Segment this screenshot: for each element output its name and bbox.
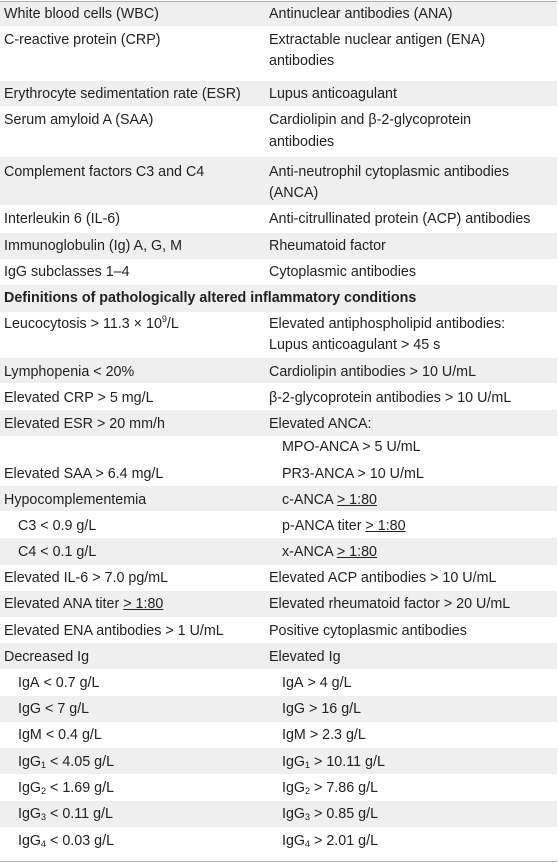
ig-elevated-value: IgM > 2.3 g/L bbox=[282, 727, 366, 743]
ig-decreased-value: IgG$_4$ < 0.03 g/L bbox=[18, 833, 115, 849]
definition-c-anca: c-ANCA > 1:80 bbox=[282, 492, 377, 508]
ig-decreased-value: IgG$_1$ < 4.05 g/L bbox=[18, 754, 115, 770]
test-name: Rheumatoid factor bbox=[269, 238, 386, 254]
test-name: C-reactive protein (CRP) bbox=[4, 32, 161, 48]
ig-decreased-value: IgG < 7 g/L bbox=[18, 701, 90, 717]
definition-cytoplasmic: Positive cytoplasmic antibodies bbox=[269, 623, 467, 639]
definition-lymphopenia: Lymphopenia < 20% bbox=[4, 364, 135, 380]
test-name: Lupus anticoagulant bbox=[269, 86, 397, 102]
definition-rf: Elevated rheumatoid factor > 20 U/mL bbox=[269, 596, 511, 612]
definition-leucocytosis: Leucocytosis > $11.3 \times 10^9/L$ bbox=[4, 314, 179, 332]
table-bottom-rule bbox=[0, 861, 557, 862]
test-name: Cardiolipin and β-2-glycoprotein bbox=[269, 112, 472, 128]
test-name: Cytoplasmic antibodies bbox=[269, 264, 417, 280]
test-name: Erythrocyte sedimentation rate (ESR) bbox=[4, 86, 241, 102]
test-name: White blood cells (WBC) bbox=[4, 6, 159, 22]
ig-elevated-value: IgA > 4 g/L bbox=[282, 675, 352, 691]
definition-lupus-anticoagulant: Lupus anticoagulant > 45 s bbox=[269, 337, 441, 353]
definition-saa: Elevated SAA > 6.4 mg/L bbox=[4, 466, 164, 482]
definition-crp: Elevated CRP > 5 mg/L bbox=[4, 390, 154, 406]
ig-decreased-value: IgG$_3$ < 0.11 g/L bbox=[18, 806, 113, 822]
ig-decreased-value: IgM < 0.4 g/L bbox=[18, 727, 102, 743]
definition-acp: Elevated ACP antibodies > 10 U/mL bbox=[269, 570, 497, 586]
ig-elevated-value: IgG$_2$ > 7.86 g/L bbox=[282, 780, 379, 796]
section-heading: Definitions of pathologically altered inflammatory conditions bbox=[4, 290, 417, 306]
test-name: Antinuclear antibodies (ANA) bbox=[269, 6, 453, 22]
test-name-cont: antibodies bbox=[269, 53, 335, 69]
definition-antiphospholipid: Elevated antiphospholipid antibodies: bbox=[269, 316, 506, 332]
ig-elevated-value: IgG$_1$ > 10.11 g/L bbox=[282, 754, 385, 770]
definition-mpo-anca: MPO-ANCA > 5 U/mL bbox=[282, 439, 421, 455]
definition-esr: Elevated ESR > 20 mm/h bbox=[4, 416, 165, 432]
test-name: Complement factors C3 and C4 bbox=[4, 164, 205, 180]
test-name: Immunoglobulin (Ig) A, G, M bbox=[4, 238, 182, 254]
ig-decreased-value: IgA < 0.7 g/L bbox=[18, 675, 100, 691]
definition-decreased-ig: Decreased Ig bbox=[4, 649, 90, 665]
definition-anca: Elevated ANCA: bbox=[269, 416, 372, 432]
test-name: Anti-citrullinated protein (ACP) antibodies bbox=[269, 211, 531, 227]
definition-c3: C3 < 0.9 g/L bbox=[18, 518, 97, 534]
ig-elevated-value: IgG > 16 g/L bbox=[282, 701, 362, 717]
test-name: Interleukin 6 (IL-6) bbox=[4, 211, 121, 227]
test-name: Anti-neutrophil cytoplasmic antibodies bbox=[269, 164, 509, 180]
definition-il6: Elevated IL-6 > 7.0 pg/mL bbox=[4, 570, 169, 586]
definition-x-anca: x-ANCA > 1:80 bbox=[282, 544, 377, 560]
ig-decreased-value: IgG$_2$ < 1.69 g/L bbox=[18, 780, 115, 796]
test-name: Serum amyloid A (SAA) bbox=[4, 112, 154, 128]
ig-elevated-value: IgG$_4$ > 2.01 g/L bbox=[282, 833, 379, 849]
definition-b2gp: β-2-glycoprotein antibodies > 10 U/mL bbox=[269, 390, 512, 406]
test-name-cont: antibodies bbox=[269, 134, 335, 150]
definition-ena: Elevated ENA antibodies > 1 U/mL bbox=[4, 623, 224, 639]
definition-elevated-ig: Elevated Ig bbox=[269, 649, 341, 665]
definition-c4: C4 < 0.1 g/L bbox=[18, 544, 97, 560]
ig-elevated-value: IgG$_3$ > 0.85 g/L bbox=[282, 806, 379, 822]
definition-hypocomplementemia: Hypocomplementemia bbox=[4, 492, 147, 508]
test-name: IgG subclasses 1–4 bbox=[4, 264, 130, 280]
definition-ana: Elevated ANA titer > 1:80 bbox=[4, 596, 164, 612]
definition-p-anca: p-ANCA titer > 1:80 bbox=[282, 518, 406, 534]
definition-cardiolipin: Cardiolipin antibodies > 10 U/mL bbox=[269, 364, 477, 380]
definition-pr3-anca: PR3-ANCA > 10 U/mL bbox=[282, 466, 424, 482]
test-name: Extractable nuclear antigen (ENA) bbox=[269, 32, 486, 48]
test-name-cont: (ANCA) bbox=[269, 185, 319, 201]
